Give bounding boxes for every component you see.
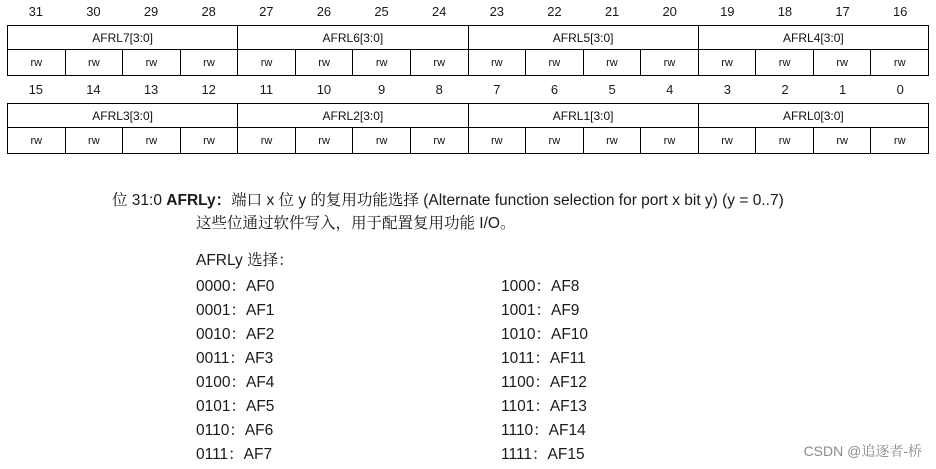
access-cell: rw [123, 50, 181, 76]
selection-item: 1110：AF14 [501, 422, 586, 439]
access-cell: rw [410, 128, 468, 154]
bit-number: 17 [835, 4, 850, 19]
access-cell: rw [756, 50, 814, 76]
access-cell: rw [641, 50, 699, 76]
bit-number: 15 [28, 82, 44, 97]
selection-item: 0101：AF5 [196, 398, 275, 415]
bit-number: 11 [259, 82, 274, 97]
bit-number: 8 [435, 82, 443, 97]
selection-item: 1001：AF9 [501, 302, 580, 319]
access-cell: rw [641, 128, 699, 154]
bit-number: 6 [550, 82, 559, 97]
access-cell: rw [238, 128, 296, 154]
selection-list [196, 250, 589, 463]
access-cell: rw [468, 50, 526, 76]
selection-item: 0011：AF3 [196, 350, 274, 367]
bit-number: 18 [777, 4, 793, 19]
bit-number: 30 [86, 4, 101, 19]
register-table-high [7, 25, 929, 76]
bit-number: 25 [374, 4, 389, 19]
access-cell: rw [468, 128, 526, 154]
field-afrl5: AFRL5[3:0] [468, 26, 698, 50]
bit-number: 31 [28, 4, 44, 19]
access-cell: rw [698, 128, 756, 154]
field-afrl6: AFRL6[3:0] [238, 26, 468, 50]
selection-title: AFRLy 选择： [196, 252, 294, 269]
selection-item: 1100：AF12 [501, 374, 587, 391]
access-cell: rw [526, 128, 584, 154]
field-afrl3: AFRL3[3:0] [8, 104, 238, 128]
access-cell: rw [353, 128, 411, 154]
bit-number: 12 [201, 82, 216, 97]
bit-number: 4 [666, 82, 674, 97]
field-afrl0: AFRL0[3:0] [698, 104, 928, 128]
access-cell: rw [238, 50, 296, 76]
access-cell: rw [180, 128, 238, 154]
field-afrl2: AFRL2[3:0] [238, 104, 468, 128]
access-cell: rw [871, 128, 929, 154]
field-afrl4: AFRL4[3:0] [698, 26, 928, 50]
selection-item: 1010：AF10 [501, 326, 589, 343]
bit-number: 10 [316, 82, 332, 97]
access-cell: rw [756, 128, 814, 154]
access-cell: rw [295, 50, 353, 76]
bit-number: 24 [431, 4, 447, 19]
description-detail: 这些位通过软件写入，用于配置复用功能 I/O。 [196, 215, 516, 232]
bit-number: 23 [489, 4, 505, 19]
selection-column-left [196, 275, 446, 467]
bit-number: 16 [892, 4, 908, 19]
access-cell: rw [8, 128, 66, 154]
bit-number: 29 [143, 4, 159, 19]
bit-number: 21 [604, 4, 620, 19]
selection-item: 0010：AF2 [196, 326, 275, 343]
access-cell: rw [410, 50, 468, 76]
bit-number: 28 [201, 4, 216, 19]
description-heading [112, 190, 784, 212]
access-cell: rw [813, 128, 871, 154]
selection-item: 0100：AF4 [196, 374, 275, 391]
access-cell: rw [813, 50, 871, 76]
bit-number: 7 [493, 82, 501, 97]
access-cell: rw [8, 50, 66, 76]
access-cell: rw [65, 128, 123, 154]
selection-column-right [501, 275, 751, 467]
selection-item: 0111：AF7 [196, 446, 273, 463]
bit-number: 27 [259, 4, 274, 19]
access-cell: rw [295, 128, 353, 154]
bit-range: 位 31:0 [112, 192, 162, 209]
bit-number: 9 [377, 82, 386, 97]
selection-item: 1111：AF15 [501, 446, 585, 463]
bit-number: 26 [316, 4, 332, 19]
field-desc: 端口 x 位 y 的复用功能选择 (Alternate function selection for port x bit y) (y = 0..7) [231, 192, 784, 209]
access-cell: rw [583, 50, 641, 76]
access-cell: rw [353, 50, 411, 76]
bit-number: 19 [720, 4, 735, 19]
bit-number: 5 [608, 82, 616, 97]
field-description [112, 190, 784, 236]
field-name: AFRLy： [166, 192, 232, 209]
selection-item: 1101：AF13 [501, 398, 587, 415]
selection-item: 1000：AF8 [501, 278, 580, 295]
access-cell: rw [180, 50, 238, 76]
selection-item: 0001：AF1 [196, 302, 275, 319]
access-cell: rw [871, 50, 929, 76]
field-afrl1: AFRL1[3:0] [468, 104, 698, 128]
access-cell: rw [65, 50, 123, 76]
access-cell: rw [583, 128, 641, 154]
selection-item: 0110：AF6 [196, 422, 274, 439]
bit-numbers-high [7, 1, 929, 23]
bit-number: 0 [896, 82, 904, 97]
bit-number: 2 [781, 82, 789, 97]
bit-number: 13 [143, 82, 159, 97]
bit-number: 20 [662, 4, 677, 19]
field-afrl7: AFRL7[3:0] [8, 26, 238, 50]
access-cell: rw [123, 128, 181, 154]
selection-item: 1011：AF11 [501, 350, 586, 367]
register-table-low [7, 103, 929, 154]
selection-item: 0000：AF0 [196, 278, 275, 295]
access-cell: rw [698, 50, 756, 76]
bit-number: 22 [547, 4, 562, 19]
bit-number: 14 [86, 82, 101, 97]
bit-numbers-low [7, 79, 929, 101]
bit-number: 3 [723, 82, 731, 97]
bit-number: 1 [838, 82, 847, 97]
watermark: CSDN @追逐者-桥 [803, 443, 922, 459]
access-cell: rw [526, 50, 584, 76]
